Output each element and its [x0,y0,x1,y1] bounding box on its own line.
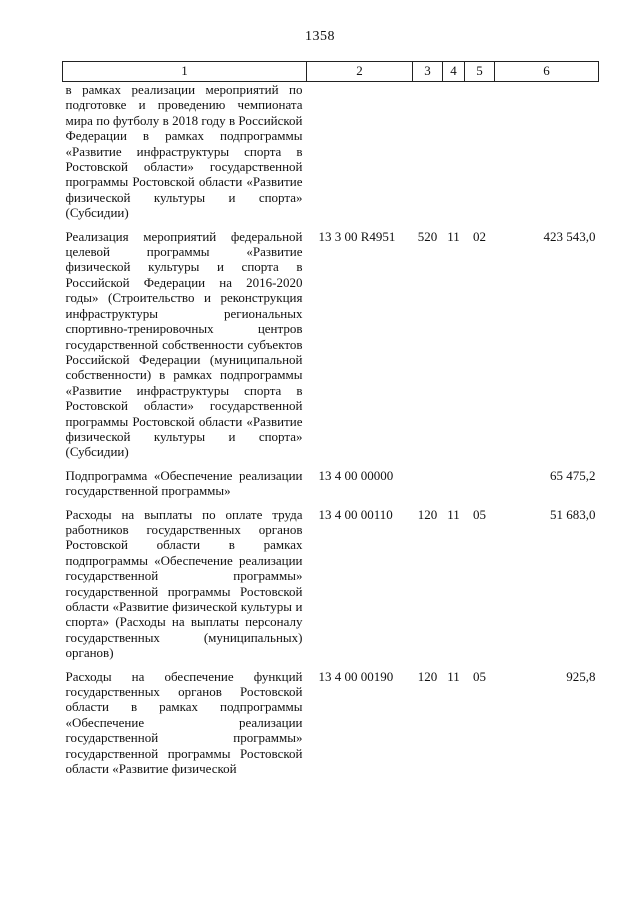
row-section: 11 [447,228,460,244]
column-header: 1 [63,62,307,82]
row-description: Расходы на выплаты по оплате труда работников государственных органов Ростовской области в рамках подпрограммы «Обеспечение реализации государственной программы» государственной программы Ростовской области «Развитие физической культуры и спорта» (Расходы на выплаты персоналу государственных (муниципальных) органов) [65,506,303,661]
column-header: 3 [413,62,443,82]
row-expense-type [413,82,443,229]
row-subsection [465,82,495,229]
table-row [63,82,599,229]
table-row [63,507,599,669]
row-section [443,468,465,507]
budget-table [62,61,599,776]
row-subsection: 05 [473,506,486,522]
row-expense-type: 120 [417,506,438,522]
row-section: 11 [447,668,460,684]
row-amount: 423 543,0 [543,228,596,244]
row-description: Реализация мероприятий федеральной целевой программы «Развитие физической культуры и спорта в Российской Федерации на 2016-2020 годы» (Строительство и реконструкция инфраструктуры региональных спортивно-тренировочных центров государственной собственности субъектов Российской Федерации (муниципальной собственности) в рамках подпрограммы «Развитие инфраструктуры спорта в Ростовской области» государственной программы Ростовской области «Развитие физической культуры и спорта» (Субсидии) [65,228,303,460]
table-row [63,229,599,468]
row-code: 13 4 00 00110 [318,506,393,522]
row-section: 11 [447,506,460,522]
row-description: Подпрограмма «Обеспечение реализации государственной программы» [65,467,303,499]
row-description: в рамках реализации мероприятий по подготовке и проведению чемпионата мира по футболу в 2018 году в Российской Федерации в рамках подпрограммы «Развитие инфраструктуры спорта в Ростовской области» государственной программы Ростовской области «Развитие физической культуры и спорта» (Субсидии) [65,82,303,221]
row-amount [495,82,599,229]
row-amount: 51 683,0 [550,506,596,522]
row-subsection [465,468,495,507]
row-code: 13 4 00 00000 [318,467,394,483]
table-row [63,669,599,777]
column-header: 4 [443,62,465,82]
row-subsection: 05 [473,668,486,684]
row-description: Расходы на обеспечение функций государственных органов Ростовской области в рамках подпрограммы «Обеспечение реализации государственной программы» государственной программы Ростовской области «Развитие физической [65,668,303,777]
column-header: 6 [495,62,599,82]
table-header-row [63,62,599,82]
row-expense-type [413,468,443,507]
row-section [443,82,465,229]
table-row [63,468,599,507]
row-subsection: 02 [473,228,486,244]
column-header: 2 [307,62,413,82]
row-code [307,82,413,229]
row-amount: 65 475,2 [550,467,596,483]
row-amount: 925,8 [566,668,596,684]
row-code: 13 3 00 R4951 [318,228,396,244]
page-number: 1358 [305,29,335,44]
row-code: 13 4 00 00190 [318,668,394,684]
row-expense-type: 520 [417,228,438,244]
row-expense-type: 120 [417,668,438,684]
column-header: 5 [465,62,495,82]
